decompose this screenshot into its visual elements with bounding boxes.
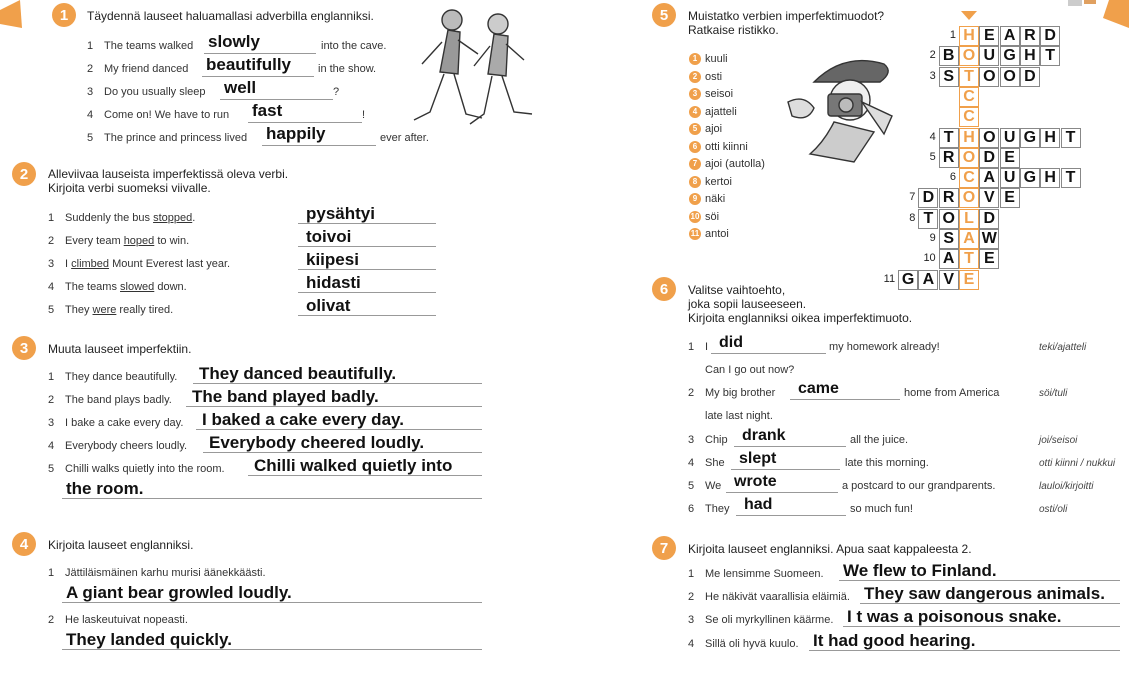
crossword-cell[interactable]: E xyxy=(1000,148,1020,168)
crossword-cell[interactable]: T xyxy=(1061,128,1081,148)
clue-item xyxy=(689,123,722,135)
crossword-cell[interactable]: R xyxy=(939,148,959,168)
clue-number: 3 xyxy=(689,88,701,100)
exercise-1-badge: 1 xyxy=(52,3,76,27)
item-number: 4 xyxy=(688,638,695,650)
answer-text[interactable]: well xyxy=(224,78,257,97)
crossword-clue-number: 4 xyxy=(929,130,936,143)
exercise-5-instruction-line1: Muistatko verbien imperfektimuodot? xyxy=(688,9,885,23)
photographer-illustration xyxy=(784,42,924,170)
crossword-cell[interactable]: W xyxy=(979,229,999,249)
clue-text: näki xyxy=(705,193,726,205)
answer-text[interactable]: came xyxy=(798,380,839,397)
crossword-clue-number: 1 xyxy=(949,29,956,41)
answer-text[interactable]: olivat xyxy=(306,296,351,315)
verb-options-hint: söi/tuli xyxy=(1039,388,1068,399)
clue-item xyxy=(689,176,732,188)
prompt-sentence: Me lensimme Suomeen. xyxy=(705,568,824,580)
answer-text[interactable]: pysähtyi xyxy=(306,204,375,223)
crossword-key-cell[interactable]: T xyxy=(959,249,979,269)
sentence-start: My friend danced xyxy=(104,63,189,75)
prompt-sentence: Se oli myrkyllinen käärme. xyxy=(705,614,834,626)
item-number: 4 xyxy=(48,281,55,293)
answer-line xyxy=(711,353,826,354)
clue-item xyxy=(689,193,725,205)
clue-text: ajatteli xyxy=(705,105,737,118)
answer-line xyxy=(220,99,333,100)
crossword-cell[interactable]: U xyxy=(979,46,999,66)
answer-line xyxy=(790,399,900,400)
prompt-sentence: He näkivät vaarallisia eläimiä. xyxy=(705,591,850,603)
clue-number: 6 xyxy=(689,141,701,153)
prompt-sentence: I bake a cake every day. xyxy=(65,417,184,429)
crossword-cell[interactable]: U xyxy=(1000,128,1020,148)
crossword-cell[interactable]: V xyxy=(979,188,999,208)
exercise-5-instruction-line2: Ratkaise ristikko. xyxy=(688,23,779,37)
crossword-key-cell[interactable]: A xyxy=(959,229,979,249)
exercise-7-badge: 7 xyxy=(652,536,676,560)
past-tense-verb: stopped xyxy=(153,212,193,224)
sentence xyxy=(65,304,173,316)
clue-number: 4 xyxy=(689,106,701,118)
clue-item xyxy=(689,71,722,83)
sentence-end: all the juice. xyxy=(850,434,909,446)
verb-options-hint: osti/oli xyxy=(1039,504,1068,515)
exercise-6-instruction xyxy=(688,283,912,325)
item-number: 4 xyxy=(87,109,94,121)
exercise-5-instruction xyxy=(688,9,884,37)
exercise-6-badge: 6 xyxy=(652,277,676,301)
crossword-cell[interactable]: T xyxy=(1061,168,1081,188)
crossword-cell[interactable]: D xyxy=(918,188,938,208)
answer-line xyxy=(726,492,838,493)
past-tense-verb: climbed xyxy=(71,258,110,270)
crossword-cell[interactable]: D xyxy=(1020,67,1040,87)
clue-number: 2 xyxy=(689,71,701,83)
crossword-cell[interactable]: T xyxy=(1040,46,1060,66)
clue-number: 8 xyxy=(689,176,701,188)
crossword-clue-number: 8 xyxy=(909,211,916,224)
sentence-end: into the cave. xyxy=(321,40,387,52)
item-number: 4 xyxy=(688,457,695,469)
clue-item xyxy=(689,141,748,153)
crossword-key-cell[interactable]: H xyxy=(959,26,979,46)
item-number: 5 xyxy=(688,480,695,492)
sentence-start: I xyxy=(705,341,709,353)
sentence-start: The prince and princess lived xyxy=(104,132,248,144)
item-number: 2 xyxy=(688,387,695,399)
prompt-sentence: They dance beautifully. xyxy=(65,371,178,383)
sentence-end: late this morning. xyxy=(845,457,929,469)
answer-text-continued[interactable]: the room. xyxy=(66,479,144,498)
sentence-end: ? xyxy=(333,86,340,98)
crossword-cell[interactable]: O xyxy=(1000,67,1020,87)
sentence-start: Do you usually sleep xyxy=(104,86,206,98)
clue-text: seisoi xyxy=(705,88,734,100)
sentence-end: to win. xyxy=(154,235,190,247)
answer-text[interactable]: Everybody cheered loudly. xyxy=(209,433,425,452)
crossword-cell[interactable]: A xyxy=(979,168,999,188)
item-number: 2 xyxy=(48,394,55,406)
clue-text: kertoi xyxy=(705,175,732,188)
answer-line xyxy=(202,76,314,77)
item-number: 1 xyxy=(48,212,55,224)
item-number: 5 xyxy=(87,132,94,144)
crossword-cell[interactable]: U xyxy=(1000,168,1020,188)
answer-text[interactable]: happily xyxy=(266,124,326,143)
sentence-end: ever after. xyxy=(380,132,429,144)
sentence-end: Mount Everest last year. xyxy=(109,258,231,270)
clue-text: ajoi xyxy=(705,123,723,135)
item-number: 2 xyxy=(48,614,55,626)
answer-text[interactable]: slept xyxy=(739,450,777,467)
clue-text: otti kiinni xyxy=(705,140,748,153)
crossword-cell[interactable]: E xyxy=(979,26,999,46)
sentence xyxy=(65,258,230,270)
item-number: 1 xyxy=(48,371,55,383)
crossword-key-cell[interactable]: H xyxy=(959,128,979,148)
answer-text[interactable]: fast xyxy=(252,101,283,120)
answer-text[interactable]: slowly xyxy=(208,32,260,51)
crossword-clue-number: 6 xyxy=(949,171,956,184)
crossword-cell[interactable]: S xyxy=(939,67,959,87)
verb-options-hint: joi/seisoi xyxy=(1039,435,1078,446)
crossword-cell[interactable]: O xyxy=(939,209,959,229)
past-tense-verb: hoped xyxy=(123,235,155,247)
crossword-cell[interactable]: D xyxy=(979,209,999,229)
sentence-start: She xyxy=(705,457,725,469)
crossword-cell[interactable]: G xyxy=(898,270,918,290)
sentence-continued: late last night. xyxy=(705,410,773,422)
crossword-cell[interactable]: H xyxy=(1020,46,1040,66)
left-corner-tab xyxy=(0,0,24,28)
clue-item xyxy=(689,53,728,65)
sentence-end: my homework already! xyxy=(829,341,940,353)
prompt-sentence: Sillä oli hyvä kuulo. xyxy=(705,638,799,650)
crossword-cell[interactable]: R xyxy=(1020,26,1040,46)
crossword-cell[interactable]: T xyxy=(939,128,959,148)
answer-line xyxy=(731,469,840,470)
exercise-1-instruction: Täydennä lauseet haluamallasi adverbilla englanniksi. xyxy=(87,9,374,23)
item-number: 1 xyxy=(688,341,695,353)
exercise-3-instruction: Muuta lauseet imperfektiin. xyxy=(48,342,192,356)
answer-line xyxy=(262,145,376,146)
answer-line xyxy=(736,515,846,516)
exercise-6-instruction-line2: joka sopii lauseeseen. xyxy=(688,297,807,311)
sentence xyxy=(65,235,189,247)
item-number: 1 xyxy=(87,40,94,52)
clue-item xyxy=(689,211,719,223)
item-number: 3 xyxy=(688,434,695,446)
item-number: 3 xyxy=(688,614,695,626)
answer-text[interactable]: Chilli walked quietly into xyxy=(254,456,453,475)
sentence-end: in the show. xyxy=(318,63,377,75)
item-number: 6 xyxy=(688,503,695,515)
sentence-end: so much fun! xyxy=(850,503,913,515)
crossword-clue-number: 5 xyxy=(929,150,936,163)
crossword-key-cell[interactable]: C xyxy=(959,87,979,107)
answer-line xyxy=(248,122,362,123)
crossword-cell[interactable]: A xyxy=(1000,26,1020,46)
crossword-cell[interactable]: A xyxy=(939,249,959,269)
sentence-start: They xyxy=(705,503,730,515)
right-corner-tab xyxy=(1099,0,1129,30)
crossword-cell[interactable]: S xyxy=(939,229,959,249)
crossword-cell[interactable]: E xyxy=(979,249,999,269)
crossword-clue-number: 11 xyxy=(883,272,896,285)
clue-text: söi xyxy=(705,210,720,223)
crossword-cell[interactable]: A xyxy=(918,270,938,290)
answer-text[interactable]: I baked a cake every day. xyxy=(202,410,404,429)
crossword-key-cell[interactable]: O xyxy=(959,188,979,208)
prompt-sentence: The band plays badly. xyxy=(65,394,172,406)
crossword-clue-number: 9 xyxy=(929,232,936,244)
item-number: 2 xyxy=(87,63,94,75)
sentence-continued: Can I go out now? xyxy=(705,364,795,376)
crossword-clue-number: 2 xyxy=(929,49,936,62)
crossword-cell[interactable]: G xyxy=(1000,46,1020,66)
crossword-cell[interactable]: H xyxy=(1040,128,1060,148)
exercise-6-instruction-line1: Valitse vaihtoehto, xyxy=(688,283,786,297)
verb-options-hint: otti kiinni / nukkui xyxy=(1039,458,1116,469)
answer-text[interactable]: did xyxy=(719,334,743,351)
answer-text[interactable]: The band played badly. xyxy=(192,387,379,406)
answer-line xyxy=(204,53,316,54)
crossword-cell[interactable]: R xyxy=(939,188,959,208)
crossword-clue-number: 3 xyxy=(929,69,936,82)
answer-text[interactable]: I t was a poisonous snake. xyxy=(847,607,1062,626)
clue-item xyxy=(689,228,729,240)
answer-text[interactable]: They saw dangerous animals. xyxy=(864,584,1105,603)
crossword-cell[interactable]: O xyxy=(979,67,999,87)
crossword-key-cell[interactable]: T xyxy=(959,67,979,87)
prompt-sentence: Jättiläismäinen karhu murisi äänekkäästi. xyxy=(65,567,266,579)
crossword-key-cell[interactable]: C xyxy=(959,168,979,188)
crossword-cell[interactable]: G xyxy=(1020,168,1040,188)
answer-text[interactable]: had xyxy=(744,496,773,513)
past-tense-verb: slowed xyxy=(120,281,155,293)
sentence-start: Every team xyxy=(65,235,124,247)
crossword-key-cell[interactable]: C xyxy=(959,107,979,127)
clue-text: kuuli xyxy=(705,53,728,65)
answer-text[interactable]: We flew to Finland. xyxy=(843,561,997,580)
item-number: 5 xyxy=(48,463,55,475)
sentence-end: . xyxy=(192,212,196,224)
item-number: 3 xyxy=(87,86,94,98)
crossword-cell[interactable]: D xyxy=(1040,26,1060,46)
item-number: 1 xyxy=(688,568,695,580)
clue-text: osti xyxy=(705,70,723,83)
exercise-4-instruction: Kirjoita lauseet englanniksi. xyxy=(48,538,194,552)
exercise-2-badge: 2 xyxy=(12,162,36,186)
crossword-key-cell[interactable]: L xyxy=(959,209,979,229)
answer-text[interactable]: drank xyxy=(742,427,786,444)
crossword-cell[interactable]: E xyxy=(1000,188,1020,208)
sentence-end: down. xyxy=(154,281,187,293)
crossword-key-cell[interactable]: E xyxy=(959,270,979,290)
exercise-2-instruction xyxy=(48,167,288,195)
verb-options-hint: teki/ajatteli xyxy=(1039,342,1087,353)
sentence-start: Come on! We have to run xyxy=(104,109,230,121)
sentence-start: I xyxy=(65,258,72,270)
item-number: 3 xyxy=(48,258,55,270)
item-number: 4 xyxy=(48,440,55,452)
crossword-key-cell[interactable]: O xyxy=(959,148,979,168)
sentence-end: a postcard to our grandparents. xyxy=(842,480,996,492)
answer-text[interactable]: kiipesi xyxy=(306,250,359,269)
clue-number: 9 xyxy=(689,193,701,205)
clue-number: 1 xyxy=(689,53,701,65)
crossword-cell[interactable]: T xyxy=(918,209,938,229)
crossword-cell[interactable]: D xyxy=(979,148,999,168)
sentence xyxy=(65,212,195,224)
sentence-end: really tired. xyxy=(116,304,174,316)
sentence-start: They xyxy=(65,304,93,316)
sentence-start: Suddenly the bus xyxy=(65,212,154,224)
sentence-start: The teams walked xyxy=(104,40,194,52)
crossword-cell[interactable]: B xyxy=(939,46,959,66)
answer-text[interactable]: toivoi xyxy=(306,227,352,246)
crossword-key-cell[interactable]: O xyxy=(959,46,979,66)
sentence-end: ! xyxy=(362,109,366,121)
answer-text[interactable]: They landed quickly. xyxy=(66,630,232,649)
clue-text: antoi xyxy=(705,228,729,240)
clue-item xyxy=(689,158,765,170)
answer-text[interactable]: hidasti xyxy=(306,273,361,292)
exercise-6-instruction-line3: Kirjoita englanniksi oikea imperfektimuoto. xyxy=(688,311,913,325)
exercise-2-instruction-line1: Alleviivaa lauseista imperfektissä oleva verbi. xyxy=(48,167,289,181)
exercise-2-instruction-line2: Kirjoita verbi suomeksi viivalle. xyxy=(48,181,211,195)
crossword-cell[interactable]: V xyxy=(939,270,959,290)
item-number: 2 xyxy=(688,591,695,603)
verb-options-hint: lauloi/kirjoitti xyxy=(1039,481,1094,492)
exercise-4-badge: 4 xyxy=(12,532,36,556)
clue-number: 7 xyxy=(689,158,701,170)
crossword-clue-number: 10 xyxy=(923,252,936,265)
clue-number: 10 xyxy=(690,211,700,221)
exercise-3-badge: 3 xyxy=(12,336,36,360)
clue-number: 11 xyxy=(690,229,700,238)
item-number: 3 xyxy=(48,417,55,429)
prompt-sentence: Chilli walks quietly into the room. xyxy=(65,463,225,475)
exercise-5-badge: 5 xyxy=(652,3,676,27)
answer-text[interactable]: They danced beautifully. xyxy=(199,364,397,383)
answer-text[interactable]: beautifully xyxy=(206,55,292,74)
item-number: 2 xyxy=(48,235,55,247)
clue-item xyxy=(689,88,733,100)
past-tense-verb: were xyxy=(92,304,117,316)
prompt-sentence: He laskeutuivat nopeasti. xyxy=(65,614,188,626)
item-number: 1 xyxy=(48,567,55,579)
sentence-start: My big brother xyxy=(705,387,776,399)
answer-text[interactable]: It had good hearing. xyxy=(813,631,976,650)
clue-text: ajoi (autolla) xyxy=(705,158,765,170)
answer-text[interactable]: wrote xyxy=(734,473,777,490)
crossword-clue-number: 7 xyxy=(909,191,916,204)
prompt-sentence: Everybody cheers loudly. xyxy=(65,440,188,452)
top-right-decoration xyxy=(1066,0,1100,10)
sentence xyxy=(65,281,187,293)
crossword-cell[interactable]: G xyxy=(1020,128,1040,148)
clue-number: 5 xyxy=(689,123,701,135)
sentence-start: The teams xyxy=(65,281,121,293)
crossword-key-arrow xyxy=(961,11,977,21)
answer-text[interactable]: A giant bear growled loudly. xyxy=(66,583,292,602)
exercise-7-instruction: Kirjoita lauseet englanniksi. Apua saat kappaleesta 2. xyxy=(688,542,972,556)
running-couple-illustration xyxy=(400,2,550,150)
crossword-cell[interactable]: H xyxy=(1040,168,1060,188)
answer-line xyxy=(734,446,846,447)
sentence-end: home from America xyxy=(904,387,1000,399)
clue-item xyxy=(689,106,737,118)
sentence-start: Chip xyxy=(705,434,728,446)
item-number: 5 xyxy=(48,304,55,316)
crossword-cell[interactable]: O xyxy=(979,128,999,148)
sentence-start: We xyxy=(705,480,722,492)
